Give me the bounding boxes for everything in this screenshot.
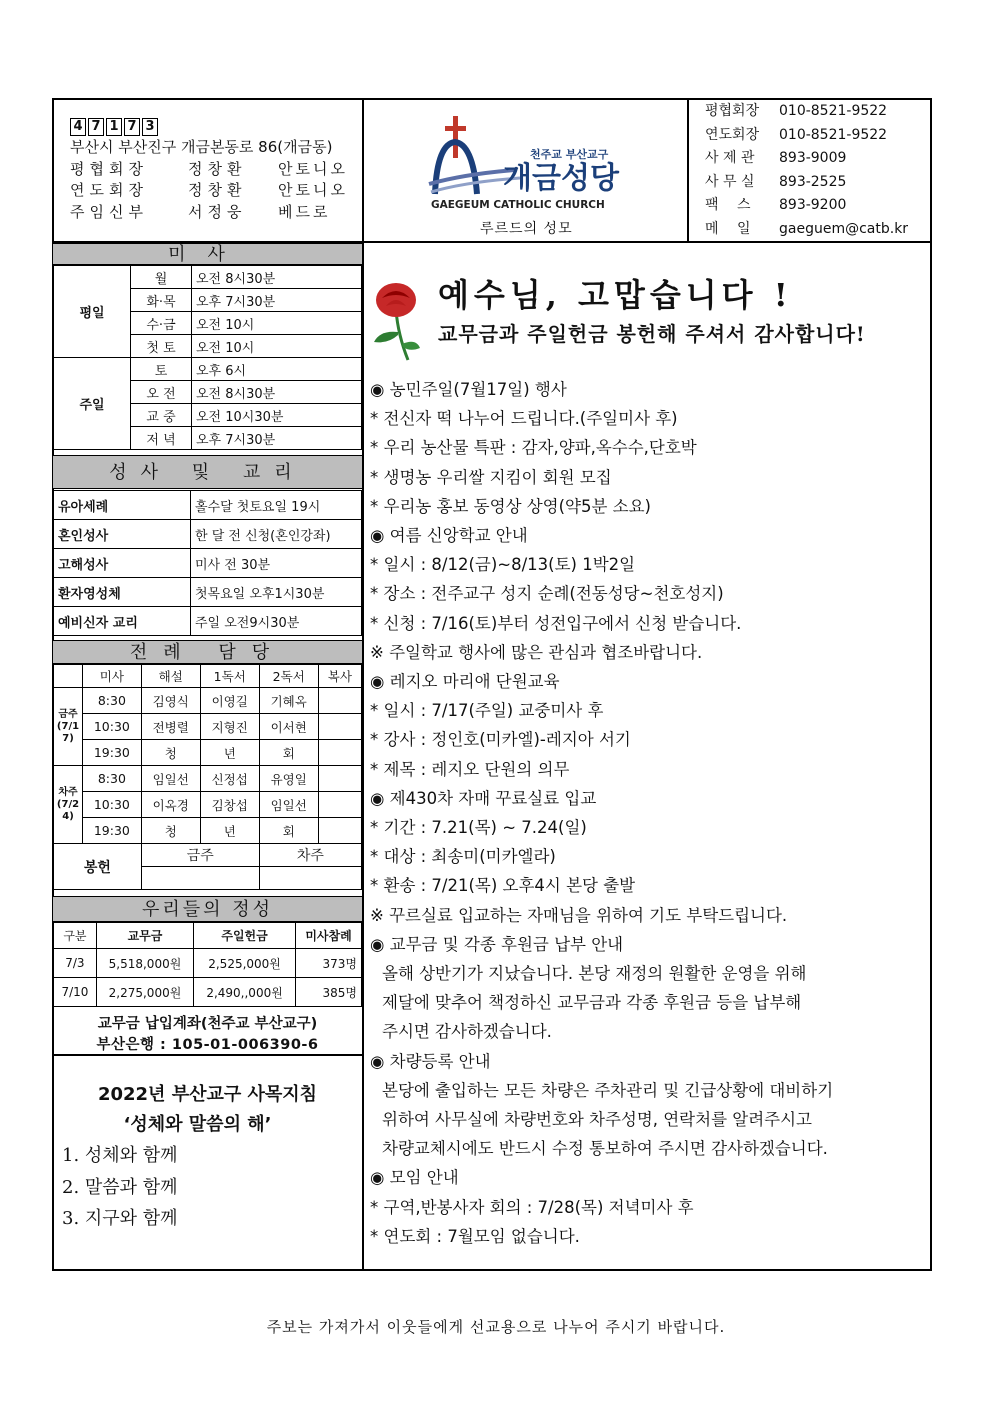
zip-digit: 7 (124, 118, 140, 136)
guideline-subtitle: ‘성체와 말씀의 해’ (123, 1114, 272, 1135)
notice-item: * 제목 : 레지오 단원의 의무 (370, 755, 930, 784)
rose-icon (368, 280, 424, 364)
mass-heading: 미사 (53, 243, 362, 265)
notice-item: * 기간 : 7.21(목) ~ 7.24(일) (370, 813, 930, 842)
notice-heading: ◉ 모임 안내 (370, 1163, 930, 1192)
contact-row: 연도회장 010-8521-9522 (705, 126, 888, 143)
notice-heading: ◉ 농민주일(7월17일) 행사 (370, 375, 930, 404)
liturgy-heading: 전례 담당 (53, 640, 362, 664)
contact-row: 메 일 gaeguem@catb.kr (705, 220, 909, 237)
church-info (70, 118, 360, 223)
contact-row: 평협회장 010-8521-9522 (705, 103, 888, 119)
address: 부산시 부산진구 개금본동로 86(개금동) (70, 138, 333, 156)
notice-text: 올해 상반기가 지났습니다. 본당 재정의 원활한 운영을 위해 (382, 964, 807, 984)
contact-row: 팩 스 893-9200 (705, 197, 847, 213)
church-logo (425, 114, 645, 214)
notice-item: * 생명농 우리쌀 지킴이 회원 모집 (370, 463, 930, 492)
main-title: 예수님, 고맙습니다 ! (438, 276, 793, 314)
notice-item: * 장소 : 전주교구 성지 순례(전동성당~천호성지) (370, 579, 930, 608)
notice-note: ※ 꾸르실료 입교하는 자매님을 위하여 기도 부탁드립니다. (370, 901, 930, 930)
account-divider (53, 1054, 362, 1056)
notice-list (370, 375, 930, 1251)
notice-heading: ◉ 교무금 및 각종 후원금 납부 안내 (370, 930, 930, 959)
notice-text: 주시면 감사하겠습니다. (382, 1022, 552, 1042)
logo-diocese: 천주교 부산교구 (530, 148, 609, 161)
notice-text: 본당에 출입하는 모든 차량은 주차관리 및 긴급상황에 대비하기 (382, 1080, 834, 1100)
guideline-item: 2. 말씀과 함께 (62, 1176, 178, 1198)
notice-item: * 일시 : 7/17(주일) 교중미사 후 (370, 696, 930, 725)
this-week-label: 금주(7/17) (54, 688, 83, 766)
notice-item: * 일시 : 8/12(금)~8/13(토) 1박2일 (370, 550, 930, 579)
officer-row: 평협회장 정창환 안토니오 (70, 159, 348, 178)
account-number: 부산은행 : 105-01-006390-6 (96, 1037, 319, 1053)
offering-label: 봉헌 (54, 844, 142, 890)
notice-item: * 우리 농산물 특판 : 감자,양파,옥수수,단호박 (370, 433, 930, 462)
notice-heading: ◉ 제430차 자매 꾸료실료 입교 (370, 784, 930, 813)
guideline-title: 2022년 부산교구 사목지침 (97, 1084, 318, 1105)
contact-list (705, 100, 908, 241)
account-title: 교무금 납입계좌(천주교 부산교구) (97, 1016, 318, 1032)
sacraments-heading: 성사 및 교리 (53, 455, 362, 489)
devotion-table: 구분 교무금 주일헌금 미사참례 7/3 5,518,000원 2,525,000원 373명 7/10 2,275,000원 2,490,,000원 385명 (53, 922, 362, 1007)
mass-schedule-table: 평일 월 오전 8시30분 화·목 오후 7시30분 수·금 오전 10시 첫 토 오전 10시 주일 토 오후 6시 오 전 오전 8시30분 교 중 오전 10시30분 저 녁 오후 7시30분 (53, 265, 362, 450)
zip-code (70, 118, 360, 136)
zip-digit: 1 (106, 118, 122, 136)
patron-label: 루르드의 성모 (480, 221, 573, 237)
notice-item: * 환송 : 7/21(목) 오후4시 본당 출발 (370, 871, 930, 900)
notice-text: 위하여 사무실에 차량번호와 차주성명, 연락처를 알려주시고 (382, 1110, 812, 1130)
zip-digit: 3 (142, 118, 158, 136)
contact-row: 사 제 관 893-9009 (705, 150, 847, 166)
notice-text: 제달에 맞추어 책정하신 교무금과 각종 후원금 등을 납부해 (382, 993, 802, 1013)
sacraments-table: 유아세례 홀수달 첫토요일 19시 혼인성사 한 달 전 신청(혼인강좌) 고해성사 미사 전 30분 환자영성체 첫목요일 오후1시30분 예비신자 교리 주일 오전9시30분 (53, 490, 362, 636)
pastoral-guideline (60, 1080, 355, 1235)
notice-text: 차량교체시에도 반드시 수정 통보하여 주시면 감사하겠습니다. (382, 1139, 828, 1159)
officer-row: 주임신부 서정웅 베드로 (70, 202, 331, 221)
guideline-item: 1. 성체와 함께 (62, 1145, 178, 1166)
notice-heading: ◉ 레지오 마리애 단원교육 (370, 667, 930, 696)
notice-heading: ◉ 여름 신앙학교 안내 (370, 521, 930, 550)
contact-row: 사 무 실 893-2525 (705, 173, 847, 190)
notice-item: * 대상 : 최송미(미카엘라) (370, 842, 930, 871)
logo-church-name: 개금성당 (503, 161, 619, 196)
next-week-label: 차주(7/24) (54, 766, 83, 844)
logo-english-name: GAEGEUM CATHOLIC CHURCH (431, 199, 605, 211)
notice-item: * 구역,반봉사자 회의 : 7/28(목) 저녁미사 후 (370, 1193, 930, 1222)
main-subtitle: 교무금과 주일헌금 봉헌해 주셔서 감사합니다! (438, 322, 866, 346)
guideline-item: 3. 지구와 함께 (62, 1208, 178, 1229)
column-divider (362, 98, 364, 1271)
cross-icon (445, 116, 466, 158)
notice-item: * 우리농 홍보 동영상 상영(약5분 소요) (370, 492, 930, 521)
zip-digit: 4 (70, 118, 86, 136)
sunday-label: 주일 (54, 358, 131, 450)
notice-item: * 연도회 : 7월모임 없습니다. (370, 1222, 930, 1251)
notice-item: * 강사 : 정인호(미카엘)-레지아 서기 (370, 725, 930, 754)
contact-divider (687, 98, 689, 243)
notice-item: * 전신자 떡 나누어 드립니다.(주일미사 후) (370, 404, 930, 433)
zip-digit: 7 (88, 118, 104, 136)
devotion-heading: 우리들의 정성 (53, 896, 362, 922)
notice-heading: ◉ 차량등록 안내 (370, 1047, 930, 1076)
notice-note: ※ 주일학교 행사에 많은 관심과 협조바랍니다. (370, 638, 930, 667)
notice-item: * 신청 : 7/16(토)부터 성전입구에서 신청 받습니다. (370, 609, 930, 638)
liturgy-table: 미사 해설 1독서 2독서 복사 금주(7/17) 8:30 김영식 이영길 기혜옥 10:30 전병렬 지형진 이서현 19:30 청 년 회 차주(7/24) 8:30 임일선 신정섭 유영일 10:30 이옥경 김창섭 임일선 19:30 청 년 회 봉헌 금주 차주 (53, 664, 362, 890)
officer-row: 연도회장 정창환 안토니오 (70, 181, 348, 199)
weekday-label: 평일 (54, 266, 131, 358)
footer-note: 주보는 가져가서 이웃들에게 선교용으로 나누어 주시기 바랍니다. (266, 1318, 726, 1336)
